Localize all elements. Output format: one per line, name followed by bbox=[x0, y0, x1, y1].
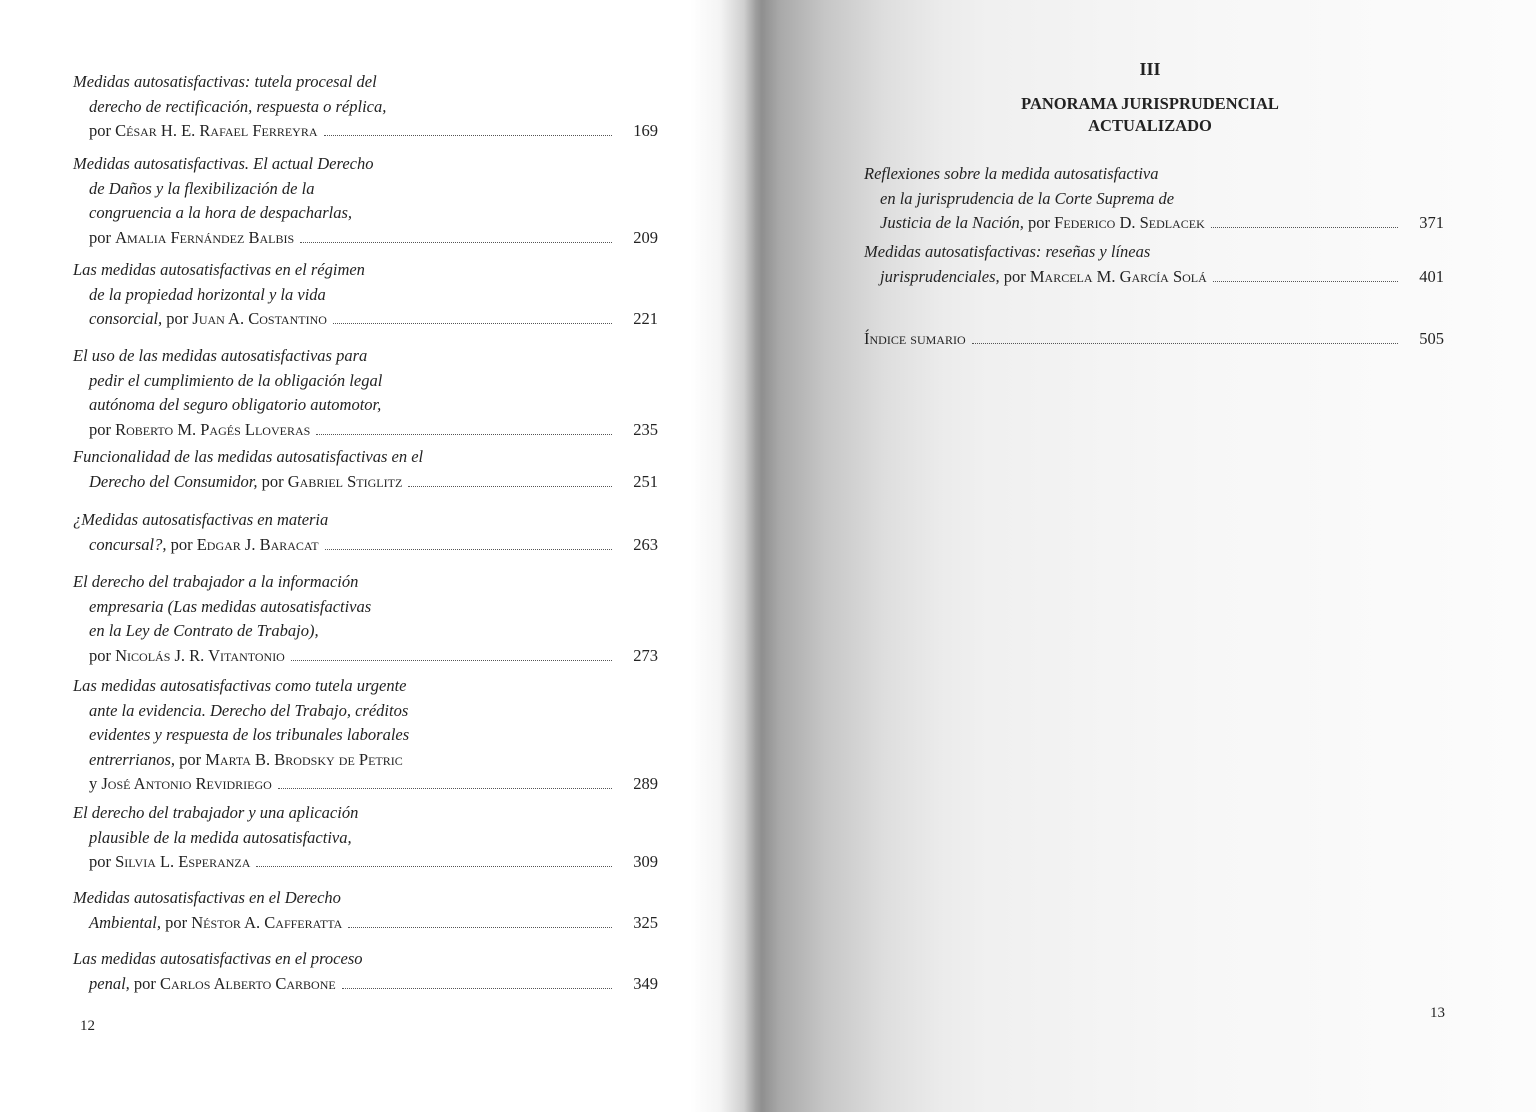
section-title-line-1: PANORAMA JURISPRUDENCIAL bbox=[1021, 94, 1279, 113]
entry-title-line: El derecho del trabajador y una aplicación bbox=[73, 803, 359, 822]
entry-author: César H. E. Rafael Ferreyra bbox=[115, 121, 318, 140]
toc-entry bbox=[73, 947, 658, 996]
entry-page-number: 263 bbox=[633, 534, 658, 554]
entry-text bbox=[89, 644, 285, 669]
leader-dots bbox=[342, 988, 612, 989]
entry-final-line bbox=[73, 772, 658, 797]
entry-text bbox=[89, 533, 319, 558]
entry-title-line: ante la evidencia. Derecho del Trabajo, créditos bbox=[89, 700, 409, 720]
entry-title-line: plausible de la medida autosatisfactiva, bbox=[89, 827, 352, 847]
entry-final-line bbox=[73, 119, 658, 144]
entry-title-line: Funcionalidad de las medidas autosatisfactivas en el bbox=[73, 447, 424, 466]
toc-entry bbox=[73, 674, 658, 797]
entry-author: Federico D. Sedlacek bbox=[1054, 213, 1205, 232]
leader-dots bbox=[300, 242, 612, 243]
entry-title-line: Medidas autosatisfactivas en el Derecho bbox=[73, 888, 341, 907]
entry-title-line: de Daños y la flexibilización de la bbox=[89, 178, 315, 198]
entry-title-fragment: Ambiental, bbox=[89, 912, 161, 932]
entry-author: Silvia L. Esperanza bbox=[115, 852, 251, 871]
entry-author: Marcela M. García Solá bbox=[1029, 266, 1207, 286]
entry-title-line: El derecho del trabajador a la información bbox=[73, 572, 359, 591]
entry-author: Carlos Alberto Carbone bbox=[160, 973, 336, 993]
by-text: por bbox=[175, 749, 206, 769]
leader-dots bbox=[316, 434, 612, 435]
by-text: por bbox=[129, 973, 161, 993]
entry-final-line bbox=[73, 850, 658, 875]
entry-title-line: congruencia a la hora de despacharlas, bbox=[89, 203, 353, 222]
toc-entry bbox=[73, 801, 658, 875]
section-number: III bbox=[1139, 59, 1161, 79]
entry-title-line: Medidas autosatisfactivas: reseñas y líneas bbox=[864, 242, 1151, 261]
toc-entry bbox=[73, 344, 658, 442]
leader-dots bbox=[278, 788, 612, 789]
entry-title-fragment: Derecho del Consumidor, bbox=[89, 471, 258, 491]
leader-dots bbox=[256, 866, 612, 867]
entry-text bbox=[880, 211, 1205, 236]
entry-final-line bbox=[73, 418, 658, 443]
entry-final-line bbox=[73, 470, 658, 495]
entry-title-fragment: Justicia de la Nación, bbox=[880, 213, 1024, 232]
index-label: Índice sumario bbox=[864, 329, 966, 348]
entry-text bbox=[89, 418, 310, 443]
entry-page-number: 251 bbox=[633, 471, 658, 491]
entry-text bbox=[89, 470, 402, 495]
entry-title-line: Medidas autosatisfactivas. El actual Derecho bbox=[73, 154, 374, 173]
leader-dots bbox=[408, 486, 612, 487]
entry-title-line: pedir el cumplimiento de la obligación legal bbox=[89, 370, 383, 390]
entry-title-line: en la jurisprudencia de la Corte Suprema de bbox=[880, 188, 1175, 208]
by-text: por bbox=[89, 645, 116, 665]
entry-text bbox=[89, 226, 294, 251]
entry-title-line: Reflexiones sobre la medida autosatisfactiva bbox=[864, 164, 1159, 183]
by-text: por bbox=[162, 309, 193, 328]
entry-text bbox=[89, 307, 327, 332]
entry-title-line: evidentes y respuesta de los tribunales laborales bbox=[89, 725, 410, 744]
entry-page-number: 325 bbox=[633, 912, 658, 932]
leader-dots bbox=[1213, 281, 1398, 282]
by-text: por bbox=[89, 852, 116, 871]
entry-page-number: 289 bbox=[633, 774, 658, 793]
entry-title-line: Medidas autosatisfactivas: tutela procesal del bbox=[73, 72, 377, 91]
leader-dots bbox=[324, 135, 612, 136]
entry-final-line bbox=[864, 211, 1444, 236]
entry-author: Gabriel Stiglitz bbox=[287, 471, 403, 491]
entry-title-line: Las medidas autosatisfactivas como tutela urgente bbox=[73, 676, 407, 695]
toc-entry bbox=[864, 240, 1444, 289]
by-text: y bbox=[89, 774, 102, 793]
entry-title-line: en la Ley de Contrato de Trabajo), bbox=[89, 621, 319, 640]
by-text: por bbox=[1023, 213, 1055, 232]
entry-author: Roberto M. Pagés Lloveras bbox=[115, 419, 311, 439]
toc-entry bbox=[73, 570, 658, 668]
entry-author: Marta B. Brodsky de Petric bbox=[205, 749, 403, 769]
leader-dots bbox=[1211, 227, 1398, 228]
by-text: por bbox=[160, 912, 192, 932]
leader-dots bbox=[291, 660, 612, 661]
entry-page-number: 349 bbox=[633, 973, 658, 993]
entry-final-line bbox=[73, 307, 658, 332]
entry-text bbox=[880, 265, 1207, 290]
index-page-number: 505 bbox=[1419, 329, 1444, 348]
toc-entry bbox=[73, 886, 658, 935]
entry-page-number: 401 bbox=[1419, 266, 1444, 286]
entry-title-fragment: jurisprudenciales, bbox=[880, 266, 1000, 286]
entry-title-line: empresaria (Las medidas autosatisfactivas bbox=[89, 596, 372, 616]
by-text: por bbox=[257, 471, 288, 491]
entry-page-number: 273 bbox=[633, 645, 658, 665]
toc-entry bbox=[73, 258, 658, 332]
entry-final-line bbox=[864, 265, 1444, 290]
entry-title-line: derecho de rectificación, respuesta o réplica, bbox=[89, 96, 387, 116]
index-entry bbox=[864, 327, 1444, 352]
toc-entry bbox=[73, 445, 658, 494]
left-page-number: 12 bbox=[80, 1018, 95, 1034]
entry-final-line bbox=[73, 972, 658, 997]
entry-author: Nicolás J. R. Vitantonio bbox=[115, 645, 285, 665]
entry-final-line bbox=[73, 533, 658, 558]
leader-dots bbox=[325, 549, 612, 550]
entry-final-line bbox=[73, 226, 658, 251]
right-page-number: 13 bbox=[1430, 1005, 1445, 1021]
by-text: por bbox=[89, 121, 116, 140]
entry-page-number: 221 bbox=[633, 309, 658, 328]
entry-text bbox=[89, 972, 336, 997]
entry-title-fragment: entrerrianos, bbox=[89, 749, 176, 769]
by-text: por bbox=[999, 266, 1030, 286]
entry-author: Juan A. Costantino bbox=[192, 309, 327, 328]
section-title-line-2: ACTUALIZADO bbox=[1088, 116, 1212, 135]
entry-text bbox=[89, 911, 342, 936]
by-text: por bbox=[89, 419, 116, 439]
entry-title-line: El uso de las medidas autosatisfactivas para bbox=[73, 346, 368, 365]
entry-title-line: autónoma del seguro obligatorio automotor, bbox=[89, 395, 382, 414]
leader-dots bbox=[972, 343, 1398, 344]
entry-title-fragment: consorcial, bbox=[89, 309, 163, 328]
entry-title-line: Las medidas autosatisfactivas en el régimen bbox=[73, 260, 365, 279]
entry-text bbox=[89, 850, 250, 875]
entry-author: Amalia Fernández Balbis bbox=[115, 227, 295, 247]
entry-title-line: Las medidas autosatisfactivas en el proceso bbox=[73, 949, 363, 968]
toc-entry bbox=[864, 162, 1444, 236]
toc-entry bbox=[73, 508, 658, 557]
entry-text bbox=[89, 119, 318, 144]
entry-final-line bbox=[73, 644, 658, 669]
entry-page-number: 371 bbox=[1419, 213, 1444, 232]
entry-title-line: de la propiedad horizontal y la vida bbox=[89, 284, 326, 304]
entry-author: Edgar J. Baracat bbox=[196, 534, 319, 554]
entry-page-number: 169 bbox=[633, 121, 658, 140]
entry-title-line bbox=[73, 748, 658, 773]
entry-title-line: ¿Medidas autosatisfactivas en materia bbox=[73, 510, 329, 529]
leader-dots bbox=[333, 323, 612, 324]
by-text: por bbox=[166, 534, 197, 554]
entry-page-number: 209 bbox=[633, 227, 658, 247]
entry-author: Néstor A. Cafferatta bbox=[191, 912, 343, 932]
entry-title-fragment: concursal?, bbox=[89, 534, 167, 554]
entry-title-fragment: penal, bbox=[89, 973, 130, 993]
entry-author: José Antonio Revidriego bbox=[101, 774, 272, 793]
toc-entry bbox=[73, 70, 658, 144]
entry-page-number: 235 bbox=[633, 419, 658, 439]
entry-text bbox=[89, 772, 272, 797]
toc-entry bbox=[73, 152, 658, 250]
entry-page-number: 309 bbox=[633, 852, 658, 871]
leader-dots bbox=[348, 927, 612, 928]
entry-final-line bbox=[73, 911, 658, 936]
by-text: por bbox=[89, 227, 116, 247]
